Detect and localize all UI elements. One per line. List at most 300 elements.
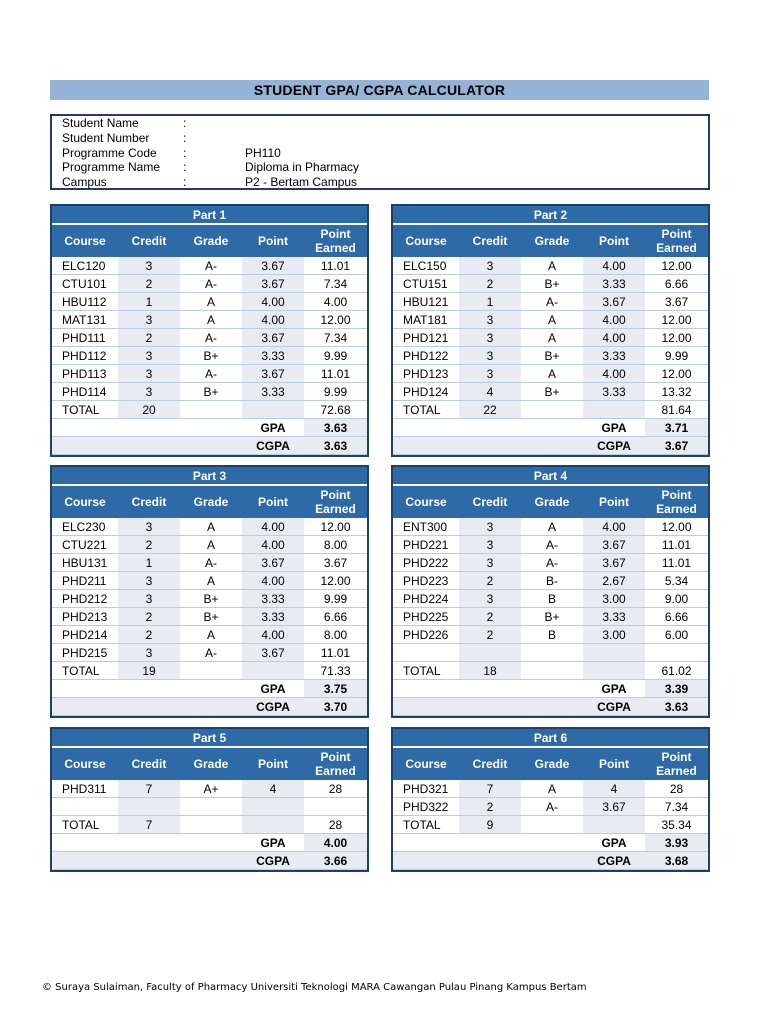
info-row-programme-name — [52, 160, 708, 175]
gpa-blank — [393, 834, 583, 852]
cgpa-row — [52, 698, 367, 716]
cgpa-blank — [52, 852, 242, 870]
course-cell: PHD224 — [393, 590, 459, 608]
point-earned-cell: 4.00 — [304, 293, 367, 311]
header-point-earned-line2: Earned — [656, 764, 697, 778]
cgpa-row — [52, 852, 367, 870]
credit-cell: 7 — [459, 780, 521, 798]
point-cell: 3.67 — [583, 554, 645, 572]
credit-cell: 3 — [118, 590, 180, 608]
course-cell: ENT300 — [393, 518, 459, 536]
header-point: Point — [242, 224, 304, 257]
table-row — [393, 311, 708, 329]
table-row — [52, 554, 367, 572]
header-row — [52, 224, 367, 257]
info-label: Student Number — [62, 130, 150, 145]
point-cell: 4.00 — [583, 365, 645, 383]
total-blank — [583, 401, 645, 419]
cgpa-value: 3.63 — [645, 698, 708, 716]
point-cell: 3.67 — [242, 257, 304, 275]
table-row — [393, 798, 708, 816]
info-row-student-name — [52, 116, 708, 131]
info-row-programme-code — [52, 146, 708, 161]
grade-cell: A — [180, 626, 242, 644]
grade-cell: A — [521, 365, 583, 383]
table-row — [393, 572, 708, 590]
total-earned: 61.02 — [645, 662, 708, 680]
header-point: Point — [583, 747, 645, 780]
point-cell: 3.67 — [583, 536, 645, 554]
student-info-box — [50, 114, 710, 190]
point-earned-cell: 3.67 — [304, 554, 367, 572]
point-earned-cell: 3.67 — [645, 293, 708, 311]
gpa-row — [393, 419, 708, 437]
header-course: Course — [52, 485, 118, 518]
part-6-table — [391, 727, 710, 872]
point-cell: 4.00 — [583, 257, 645, 275]
grade-cell: A — [521, 329, 583, 347]
header-point-earned-line2: Earned — [315, 241, 356, 255]
table-row — [393, 644, 708, 662]
header-row — [393, 747, 708, 780]
info-row-student-number — [52, 131, 708, 146]
total-blank — [583, 816, 645, 834]
point-earned-cell: 12.00 — [645, 365, 708, 383]
info-label: Student Name — [62, 116, 139, 130]
header-credit: Credit — [118, 224, 180, 257]
total-credit: 18 — [459, 662, 521, 680]
total-credit: 19 — [118, 662, 180, 680]
total-blank — [180, 662, 242, 680]
course-cell: ELC120 — [52, 257, 118, 275]
point-earned-cell: 12.00 — [645, 329, 708, 347]
grade-cell: A — [521, 518, 583, 536]
total-earned: 35.34 — [645, 816, 708, 834]
grades-table — [52, 206, 367, 455]
footer-copyright: © Suraya Sulaiman, Faculty of Pharmacy Universiti Teknologi MARA Cawangan Pulau Pinang Kampus Bertam — [42, 982, 587, 993]
gpa-blank — [52, 419, 242, 437]
grade-cell: A — [180, 293, 242, 311]
grade-cell — [521, 644, 583, 662]
table-row — [393, 590, 708, 608]
point-cell: 3.33 — [583, 608, 645, 626]
table-row — [393, 257, 708, 275]
part-title: Part 4 — [393, 467, 708, 485]
point-cell: 3.67 — [242, 275, 304, 293]
gpa-label: GPA — [583, 834, 645, 852]
cgpa-label: CGPA — [242, 698, 304, 716]
cgpa-value: 3.63 — [304, 437, 367, 455]
course-cell: PHD212 — [52, 590, 118, 608]
gpa-blank — [52, 680, 242, 698]
grade-cell: B+ — [180, 347, 242, 365]
gpa-value: 3.39 — [645, 680, 708, 698]
part-title: Part 2 — [393, 206, 708, 224]
gpa-label: GPA — [242, 834, 304, 852]
credit-cell: 2 — [118, 536, 180, 554]
cgpa-row — [52, 437, 367, 455]
point-cell: 2.67 — [583, 572, 645, 590]
course-cell: CTU101 — [52, 275, 118, 293]
credit-cell: 3 — [459, 347, 521, 365]
total-blank — [242, 816, 304, 834]
course-cell: ELC230 — [52, 518, 118, 536]
gpa-row — [393, 834, 708, 852]
credit-cell: 1 — [118, 554, 180, 572]
course-cell — [393, 644, 459, 662]
point-cell: 4.00 — [242, 311, 304, 329]
header-course: Course — [393, 747, 459, 780]
table-row — [52, 347, 367, 365]
course-cell — [52, 798, 118, 816]
point-cell: 3.33 — [242, 608, 304, 626]
cgpa-blank — [52, 437, 242, 455]
credit-cell: 2 — [459, 626, 521, 644]
grade-cell: B- — [521, 572, 583, 590]
credit-cell — [118, 798, 180, 816]
total-row — [52, 816, 367, 834]
header-grade: Grade — [521, 747, 583, 780]
point-cell: 3.33 — [242, 347, 304, 365]
point-cell: 3.67 — [583, 293, 645, 311]
total-earned: 72.68 — [304, 401, 367, 419]
point-earned-cell: 28 — [304, 780, 367, 798]
point-earned-cell: 9.00 — [645, 590, 708, 608]
header-point-earned — [645, 485, 708, 518]
cgpa-row — [393, 698, 708, 716]
credit-cell: 2 — [118, 275, 180, 293]
grades-table — [52, 467, 367, 716]
gpa-value: 3.75 — [304, 680, 367, 698]
course-cell: PHD211 — [52, 572, 118, 590]
table-row — [52, 608, 367, 626]
header-row — [393, 485, 708, 518]
point-earned-cell: 11.01 — [304, 365, 367, 383]
credit-cell: 2 — [118, 626, 180, 644]
credit-cell: 3 — [459, 257, 521, 275]
cgpa-blank — [393, 698, 583, 716]
total-blank — [242, 401, 304, 419]
part-3-table — [50, 465, 369, 718]
part-title: Part 1 — [52, 206, 367, 224]
point-cell: 4.00 — [242, 536, 304, 554]
credit-cell: 3 — [459, 536, 521, 554]
point-earned-cell — [304, 798, 367, 816]
part-2-table — [391, 204, 710, 457]
grade-cell: A- — [180, 257, 242, 275]
point-cell: 4.00 — [583, 518, 645, 536]
header-credit: Credit — [459, 485, 521, 518]
table-row — [393, 365, 708, 383]
part-5-table — [50, 727, 369, 872]
info-value: P2 - Bertam Campus — [245, 175, 358, 190]
course-cell: PHD225 — [393, 608, 459, 626]
header-row — [52, 747, 367, 780]
grade-cell: B+ — [521, 347, 583, 365]
point-cell: 3.33 — [242, 383, 304, 401]
point-cell: 4 — [242, 780, 304, 798]
point-earned-cell: 7.34 — [304, 275, 367, 293]
grade-cell: A — [180, 536, 242, 554]
header-point-earned-line1: Point — [320, 750, 351, 764]
table-row — [52, 329, 367, 347]
cgpa-label: CGPA — [583, 437, 645, 455]
course-cell: PHD122 — [393, 347, 459, 365]
cgpa-label: CGPA — [242, 852, 304, 870]
point-cell: 4.00 — [242, 518, 304, 536]
table-row — [393, 518, 708, 536]
cgpa-blank — [393, 852, 583, 870]
gpa-blank — [393, 419, 583, 437]
total-row — [52, 401, 367, 419]
header-point-earned-line1: Point — [661, 750, 692, 764]
total-label: TOTAL — [52, 816, 118, 834]
total-label: TOTAL — [393, 816, 459, 834]
gpa-value: 4.00 — [304, 834, 367, 852]
table-row — [393, 554, 708, 572]
point-earned-cell: 8.00 — [304, 626, 367, 644]
course-cell: PHD111 — [52, 329, 118, 347]
part-title: Part 5 — [52, 729, 367, 747]
part-title: Part 3 — [52, 467, 367, 485]
info-colon: : — [183, 160, 187, 175]
grade-cell: B+ — [521, 608, 583, 626]
total-row — [393, 662, 708, 680]
header-point-earned — [304, 747, 367, 780]
grades-table — [393, 467, 708, 716]
course-cell: PHD124 — [393, 383, 459, 401]
credit-cell: 3 — [118, 383, 180, 401]
table-row — [52, 365, 367, 383]
point-cell — [242, 798, 304, 816]
credit-cell: 2 — [118, 608, 180, 626]
header-point: Point — [242, 485, 304, 518]
course-cell: PHD121 — [393, 329, 459, 347]
grade-cell: A- — [180, 365, 242, 383]
point-earned-cell: 9.99 — [304, 347, 367, 365]
header-grade: Grade — [180, 485, 242, 518]
gpa-blank — [393, 680, 583, 698]
header-point-earned — [304, 224, 367, 257]
credit-cell: 3 — [118, 365, 180, 383]
info-value: PH110 — [245, 145, 281, 160]
point-cell: 3.33 — [583, 347, 645, 365]
course-cell: PHD112 — [52, 347, 118, 365]
cgpa-value: 3.67 — [645, 437, 708, 455]
total-label: TOTAL — [393, 662, 459, 680]
header-course: Course — [52, 224, 118, 257]
point-cell: 4.00 — [583, 311, 645, 329]
point-cell: 3.00 — [583, 590, 645, 608]
grades-table — [393, 729, 708, 870]
course-cell: PHD321 — [393, 780, 459, 798]
table-row — [393, 275, 708, 293]
point-earned-cell: 11.01 — [304, 644, 367, 662]
table-row — [393, 780, 708, 798]
header-point-earned-line2: Earned — [315, 764, 356, 778]
point-cell — [583, 644, 645, 662]
total-label: TOTAL — [393, 401, 459, 419]
course-cell: MAT181 — [393, 311, 459, 329]
grade-cell: A- — [521, 798, 583, 816]
credit-cell: 3 — [118, 257, 180, 275]
table-row — [393, 536, 708, 554]
course-cell: HBU131 — [52, 554, 118, 572]
point-earned-cell: 6.66 — [304, 608, 367, 626]
credit-cell: 3 — [459, 329, 521, 347]
header-point-earned — [645, 224, 708, 257]
table-row — [393, 626, 708, 644]
point-earned-cell: 28 — [645, 780, 708, 798]
point-cell: 3.33 — [583, 275, 645, 293]
table-row — [393, 347, 708, 365]
course-cell: HBU121 — [393, 293, 459, 311]
table-row — [52, 798, 367, 816]
grade-cell: A — [521, 311, 583, 329]
grade-cell: A- — [521, 536, 583, 554]
header-point-earned — [645, 747, 708, 780]
point-cell: 3.67 — [242, 329, 304, 347]
cgpa-value: 3.68 — [645, 852, 708, 870]
point-cell: 4.00 — [242, 626, 304, 644]
header-point: Point — [242, 747, 304, 780]
point-cell: 3.67 — [583, 798, 645, 816]
total-credit: 22 — [459, 401, 521, 419]
credit-cell: 3 — [459, 311, 521, 329]
point-earned-cell: 7.34 — [304, 329, 367, 347]
point-cell: 4.00 — [242, 572, 304, 590]
grade-cell: A- — [180, 554, 242, 572]
course-cell: CTU221 — [52, 536, 118, 554]
table-row — [393, 383, 708, 401]
point-earned-cell: 13.32 — [645, 383, 708, 401]
header-course: Course — [393, 224, 459, 257]
credit-cell: 3 — [459, 590, 521, 608]
credit-cell — [459, 644, 521, 662]
point-cell: 3.67 — [242, 644, 304, 662]
point-earned-cell: 9.99 — [304, 590, 367, 608]
gpa-value: 3.63 — [304, 419, 367, 437]
header-credit: Credit — [118, 747, 180, 780]
cgpa-label: CGPA — [583, 852, 645, 870]
header-point: Point — [583, 485, 645, 518]
total-blank — [180, 816, 242, 834]
point-earned-cell: 12.00 — [645, 518, 708, 536]
course-cell: PHD113 — [52, 365, 118, 383]
total-earned: 81.64 — [645, 401, 708, 419]
course-cell: PHD311 — [52, 780, 118, 798]
gpa-blank — [52, 834, 242, 852]
point-earned-cell: 9.99 — [645, 347, 708, 365]
header-grade: Grade — [521, 485, 583, 518]
point-earned-cell: 6.66 — [645, 275, 708, 293]
credit-cell: 1 — [459, 293, 521, 311]
grades-table — [52, 729, 367, 870]
grade-cell: B — [521, 626, 583, 644]
course-cell: PHD214 — [52, 626, 118, 644]
credit-cell: 3 — [459, 365, 521, 383]
info-value: Diploma in Pharmacy — [245, 160, 360, 175]
point-cell: 4.00 — [583, 329, 645, 347]
point-earned-cell: 6.66 — [645, 608, 708, 626]
grade-cell: B+ — [180, 608, 242, 626]
course-cell: CTU151 — [393, 275, 459, 293]
total-row — [393, 816, 708, 834]
grade-cell: B+ — [180, 590, 242, 608]
course-cell: PHD213 — [52, 608, 118, 626]
header-course: Course — [393, 485, 459, 518]
grade-cell: A — [180, 311, 242, 329]
point-earned-cell: 12.00 — [645, 311, 708, 329]
table-row — [52, 293, 367, 311]
info-label: Programme Code — [62, 145, 157, 160]
credit-cell: 3 — [118, 518, 180, 536]
course-cell: PHD222 — [393, 554, 459, 572]
header-point: Point — [583, 224, 645, 257]
gpa-row — [52, 419, 367, 437]
table-row — [52, 590, 367, 608]
total-credit: 20 — [118, 401, 180, 419]
credit-cell: 3 — [459, 554, 521, 572]
point-earned-cell — [645, 644, 708, 662]
header-grade: Grade — [180, 224, 242, 257]
point-earned-cell: 11.01 — [645, 536, 708, 554]
header-point-earned — [304, 485, 367, 518]
cgpa-value: 3.66 — [304, 852, 367, 870]
grade-cell — [180, 798, 242, 816]
grade-cell: B — [521, 590, 583, 608]
course-cell: PHD223 — [393, 572, 459, 590]
header-point-earned-line2: Earned — [656, 241, 697, 255]
info-label: Campus — [62, 175, 107, 190]
table-row — [52, 572, 367, 590]
table-row — [52, 311, 367, 329]
info-row-campus — [52, 175, 708, 190]
credit-cell: 2 — [118, 329, 180, 347]
total-earned: 71.33 — [304, 662, 367, 680]
course-cell: PHD114 — [52, 383, 118, 401]
info-colon: : — [183, 175, 187, 190]
info-label: Programme Name — [62, 160, 161, 175]
table-row — [52, 536, 367, 554]
credit-cell: 2 — [459, 275, 521, 293]
header-point-earned-line1: Point — [320, 227, 351, 241]
grade-cell: B+ — [521, 275, 583, 293]
table-row — [52, 275, 367, 293]
info-colon: : — [183, 130, 187, 145]
grade-cell: A — [180, 572, 242, 590]
credit-cell: 3 — [118, 644, 180, 662]
total-credit: 7 — [118, 816, 180, 834]
course-cell: HBU112 — [52, 293, 118, 311]
point-cell: 4 — [583, 780, 645, 798]
credit-cell: 1 — [118, 293, 180, 311]
credit-cell: 7 — [118, 780, 180, 798]
point-cell: 3.00 — [583, 626, 645, 644]
grade-cell: B+ — [521, 383, 583, 401]
course-cell: PHD221 — [393, 536, 459, 554]
course-cell: ELC150 — [393, 257, 459, 275]
grade-cell: A- — [521, 293, 583, 311]
header-grade: Grade — [521, 224, 583, 257]
point-earned-cell: 12.00 — [304, 311, 367, 329]
header-credit: Credit — [459, 747, 521, 780]
header-credit: Credit — [459, 224, 521, 257]
total-label: TOTAL — [52, 401, 118, 419]
total-row — [393, 401, 708, 419]
page-title: STUDENT GPA/ CGPA CALCULATOR — [50, 80, 709, 100]
table-row — [393, 293, 708, 311]
